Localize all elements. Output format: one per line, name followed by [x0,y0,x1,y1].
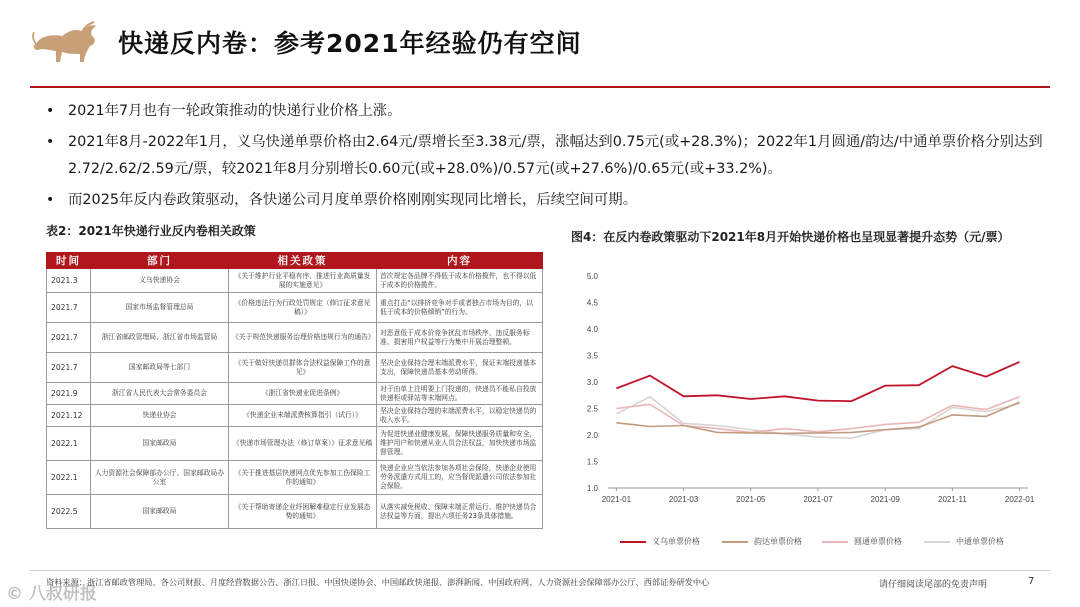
y-tick-label: 1.5 [586,457,598,467]
x-tick-label: 2022-01 [1004,495,1035,504]
cell-policy: 《关于推进基层快递网点优先参加工伤保险工作的通知》 [229,461,377,495]
legend-swatch [722,541,748,543]
legend-label: 义乌单票价格 [652,537,700,546]
table-row [47,427,543,461]
table-row [47,293,543,323]
cell-time: 2021.9 [47,383,91,405]
y-tick-label: 3.5 [586,351,598,361]
cell-content: 首次规定各品牌不得低于成本价格揽件，也不得以低于成本的价格揽件。 [377,269,543,293]
y-tick-label: 2.0 [586,431,598,440]
cell-policy: 《关于帮助寄递企业纾困解难稳定行业发展态势的通知》 [229,495,377,529]
cell-department: 快递业协会 [91,405,229,427]
table-row [47,495,543,529]
y-tick-label: 5.0 [586,272,598,281]
table-header-row [47,253,543,269]
x-tick-label: 2021-09 [870,495,900,504]
cell-department: 国家市场监督管理总局 [91,293,229,323]
y-tick-label: 4.5 [586,298,598,308]
table-row [47,405,543,427]
cell-time: 2021.7 [47,323,91,353]
legend-item [822,536,902,547]
table-row [47,383,543,405]
legend-label: 圆通单票价格 [854,537,902,546]
cell-policy: 《快递市场管理办法（修订草案）》征求意见稿 [229,427,377,461]
legend-item [722,536,802,547]
table-caption: 表2：2021年快递行业反内卷相关政策 [46,224,256,238]
cell-department: 义乌快递协会 [91,269,229,293]
cell-policy: 《关于维护行业平稳有序、推进行业高质量发展的实施意见》 [229,269,377,293]
table-row [47,323,543,353]
cell-policy: 《关于做好快递员群体合法权益保障工作的意见》 [229,353,377,383]
cell-policy: 《关于规范快递服务治理价格违规行为的通告》 [229,323,377,353]
cell-department: 人力资源社会保障部办公厅、国家邮政局办公室 [91,461,229,495]
cell-content: 对恶意低于成本价竞争扰乱市场秩序、违反服务标准、损害用户权益等行为集中开展治理整顿。 [377,323,543,353]
chart-caption: 图4：在反内卷政策驱动下2021年8月开始快递价格也呈现显著提升态势（元/票） [571,230,1010,244]
cell-department: 浙江省人民代表大会常务委员会 [91,383,229,405]
x-tick-label: 2021-05 [736,495,766,504]
cell-time: 2021.3 [47,269,91,293]
x-tick-label: 2021-01 [601,495,632,504]
cell-time: 2021.7 [47,353,91,383]
bullet-item: • 2021年7月也有一轮政策推动的快递行业价格上涨。 [42,98,1052,125]
legend-item [924,536,1004,547]
x-tick-label: 2021-03 [668,495,699,504]
cell-department: 浙江省邮政管理局、浙江省市场监管局 [91,323,229,353]
page-number: 7 [1028,576,1035,587]
cell-content: 从落实减免税收、保障末端正常运行、维护快递员合法权益等方面，提出六项任务23条具体措施。 [377,495,543,529]
cell-content: 坚决企业保持合理的末端派费水平，以稳定快递员的收入水平。 [377,405,543,427]
watermark: © 八叔研报 [6,584,97,604]
bullet-list [42,98,1052,214]
table-row [47,269,543,293]
price-line-chart [560,262,1040,522]
table-row [47,353,543,383]
cell-time: 2022.1 [47,461,91,495]
cell-content: 快递企业应当依法参加各项社会保险，快递企业使用劳务派遣方式用工的，应当督促派遣公司依法参加社会保险。 [377,461,543,495]
cell-time: 2022.5 [47,495,91,529]
table-header-cell: 部门 [91,253,229,269]
table-row [47,461,543,495]
bull-logo-icon [30,20,100,66]
source-note: 资料来源：浙江省邮政管理局、各公司财报、月度经营数据公告、浙江日报、中国快递协会、中国邮政快递报、澎湃新闻、中国政府网、人力资源社会保障部办公厅、西部证券研发中心 [46,577,710,587]
y-tick-label: 1.0 [586,484,598,493]
cell-policy: 《快递企业末端派费核算指引（试行）》 [229,405,377,427]
title-divider [30,86,1050,88]
cell-policy: 《浙江省快递业促进条例》 [229,383,377,405]
cell-department: 国家邮政局 [91,495,229,529]
x-tick-label: 2021-11 [938,495,967,504]
cell-time: 2022.1 [47,427,91,461]
cell-department: 国家邮政局 [91,427,229,461]
disclaimer-note: 请仔细阅读尾部的免责声明 [879,580,988,590]
legend-swatch [822,541,848,543]
legend-item [620,536,700,547]
bullet-item: • 2021年8月-2022年1月，义乌快递单票价格由2.64元/票增长至3.38元/票，涨幅达到0.75元(或+28.3%)；2022年1月圆通/韵达/中通单票价格分别达到2.72/2.62/2.59元/票，较2021年8月分别增长0.60元(或+28.0%)/0.57元(或+27.6%)/0.65元(或+33.2%)。 [42,129,1052,183]
legend-swatch [620,541,646,543]
legend-swatch [924,541,950,543]
bullet-item: • 而2025年反内卷政策驱动，各快递公司月度单票价格刚刚实现同比增长，后续空间可期。 [42,187,1052,214]
table-header-cell: 相关政策 [229,253,377,269]
page-title: 快递反内卷：参考2021年经验仍有空间 [118,29,582,58]
cell-department: 国家邮政局等七部门 [91,353,229,383]
cell-content: 为促进快递业健康发展，保障快递服务质量和安全，维护用户和快递从业人员合法权益，加快快递市场监督管理。 [377,427,543,461]
policy-table [46,252,543,529]
cell-policy: 《价格违法行为行政处罚规定（修订征求意见稿）》 [229,293,377,323]
legend-label: 中通单票价格 [956,537,1004,546]
cell-content: 坚决企业保持合理末端派费水平，保证末端投递基本支出，保障快递员基本劳动所得。 [377,353,543,383]
y-tick-label: 3.0 [586,378,598,387]
series-line-1 [616,362,1019,401]
chart-legend [620,536,1040,550]
y-tick-label: 2.5 [586,404,598,414]
cell-time: 2021.7 [47,293,91,323]
x-tick-label: 2021-07 [803,495,833,504]
cell-content: 重点打击“以排挤竞争对手或者独占市场为目的，以低于成本的价格倾销”的行为。 [377,293,543,323]
table-header-cell: 内容 [377,253,543,269]
y-tick-label: 4.0 [586,325,598,334]
legend-label: 韵达单票价格 [754,537,802,546]
table-header-cell: 时间 [47,253,91,269]
footer-divider [30,570,1050,571]
cell-content: 对于由单上注明要上门投递的，快递员不能私自投放快递柜或驿站等末端网点。 [377,383,543,405]
cell-time: 2021.12 [47,405,91,427]
